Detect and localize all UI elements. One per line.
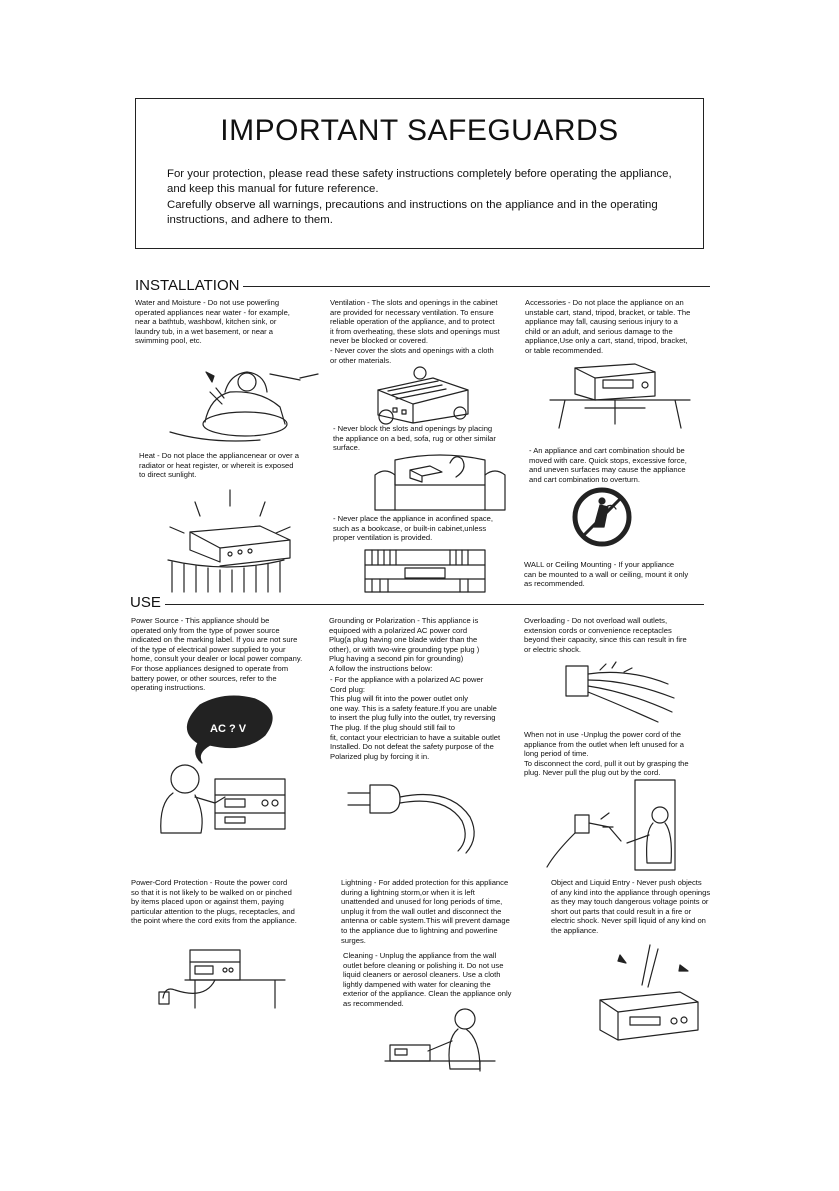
intro-line: and keep this manual for future reference. bbox=[167, 183, 379, 196]
installation-heading: INSTALLATION bbox=[135, 277, 243, 294]
vent-sofa-illustration bbox=[370, 445, 510, 515]
cart-text: - An appliance and cart combination should be moved with care. Quick stops, excessive force, and uneven surfaces may cause the appliance and cart combination to overturn. bbox=[529, 446, 687, 484]
cleaning-illustration bbox=[380, 1005, 500, 1075]
polarized-plug-text: - For the appliance with a polarized AC power Cord plug: This plug will fit into the power outlet only one way. This is a safety feature.If you are unable to insert the plug fully into the outlet, try reversing The plug. If the plug should still fail to fit, contact your electrician to have a suitable outlet Installed. Do not defeat the safety purpose of the Polarized plug by forcing it in. bbox=[330, 675, 501, 761]
power-cord-text: Power-Cord Protection - Route the power cord so that it is not likely to be walked on or pinched by items placed upon or against them, paying particular attention to the plugs, receptacles, and the point where the cord exits from the appliance. bbox=[131, 878, 297, 926]
power-source-illustration bbox=[155, 697, 295, 847]
object-liquid-illustration bbox=[590, 945, 700, 1045]
accessories-stand-illustration bbox=[545, 360, 695, 430]
intro-text bbox=[167, 167, 707, 228]
overloading-illustration bbox=[560, 660, 680, 730]
speech-bubble-label: AC ? V bbox=[210, 723, 247, 735]
ventilation-text: Ventilation - The slots and openings in the cabinet are provided for necessary ventilation. To ensure reliable operation of the appliance, and to protect it from overheating, these slots and openings must never be blocked or covered. - Never cover the slots and openings with a cloth or other materials. bbox=[330, 298, 500, 365]
polarized-plug-illustration bbox=[340, 775, 480, 855]
page-title: IMPORTANT SAFEGUARDS bbox=[220, 114, 619, 147]
water-moisture-text: Water and Moisture - Do not use powerling operated appliances near water - for example, near a bathtub, washbowl, kitchen sink, or laundry tub, in a wet basement, or near a swimming pool, etc. bbox=[135, 298, 290, 346]
intro-line: Carefully observe all warnings, precautions and instructions on the appliance and in the operating bbox=[167, 198, 658, 211]
use-heading: USE bbox=[130, 594, 165, 611]
heat-radiator-illustration bbox=[150, 482, 310, 592]
grounding-text: Grounding or Polarization - This appliance is equipoed with a polarized AC power cord Plug(a plug having one blade wider than the other), or with two-wire grounding type plug ) Plug having a second pin for grounding) A follow the instructions below: bbox=[329, 616, 480, 673]
vent-bookcase-illustration bbox=[360, 545, 490, 595]
vent-block-text: - Never block the slots and openings by placing the appliance on a bed, sofa, rug or other similar surface. bbox=[333, 424, 496, 453]
vent-confined-text: - Never place the appliance in aconfined space, such as a bookcase, or built-in cabinet,unless proper ventilation is provided. bbox=[333, 514, 493, 543]
wall-mounting-text: WALL or Ceiling Mounting - If your appliance can be mounted to a wall or ceiling, mount it only as recommended. bbox=[524, 560, 689, 589]
cleaning-text: Cleaning - Unplug the appliance from the wall outlet before cleaning or polishing it. Do not use liquid cleaners or aerosol cleaners. Use a cloth lightly dampened with water for cleaning the exterior of the appliance. Clean the appliance only as recommended. bbox=[343, 951, 512, 1008]
water-moisture-illustration bbox=[150, 352, 330, 442]
lightning-text: Lightning - For added protection for this appliance during a lightning storm,or when it is left unattended and unused for long periods of time, unplug it from the wall outlet and disconnect the antenna or cable system.This will prevent damage to the appliance due to lightning and powerline surges. bbox=[341, 878, 510, 945]
heat-text: Heat - Do not place the appliancenear or over a radiator or heat register, or whereit is exposed to direct sunlight. bbox=[139, 451, 299, 480]
use-rule bbox=[132, 604, 704, 605]
power-cord-illustration bbox=[155, 940, 295, 1010]
cart-warning-symbol bbox=[572, 487, 632, 547]
overloading-text: Overloading - Do not overload wall outlets, extension cords or convenience receptacles beyond their capacity, since this can result in fire or electric shock. bbox=[524, 616, 687, 654]
not-in-use-text: When not in use -Unplug the power cord of the appliance from the outlet when left unused for a long period of time. To disconnect the cord, pull it out by grasping the plug. Never pull the plug out by the cord. bbox=[524, 730, 689, 778]
ventilation-cloth-illustration bbox=[368, 365, 478, 425]
object-liquid-text: Object and Liquid Entry - Never push objects of any kind into the appliance through openings as they may touch dangerous voltage points or short out parts that could result in a fire or electric shock. Never spill liquid of any kind on the appliance. bbox=[551, 878, 711, 935]
unplug-illustration bbox=[545, 775, 695, 875]
intro-line: For your protection, please read these safety instructions completely before operating the appliance, bbox=[167, 168, 672, 180]
accessories-text: Accessories - Do not place the appliance on an unstable cart, stand, tripod, bracket, or table. The appliance may fall, causing serious injury to a child or an adult, and serious damage to the appliance,Use only a cart, stand, tripod, bracket, or table recommended. bbox=[525, 298, 691, 355]
intro-line: instructions, and adhere to them. bbox=[167, 213, 333, 226]
power-source-text: Power Source - This appliance should be operated only from the type of power source indicated on the marking label. If you are not sure of the type of electrical power supplied to your home, consult your dealer or local power company. For those appliances designed to operate from battery power, or other sources, refer to the operating instructions. bbox=[131, 616, 303, 693]
